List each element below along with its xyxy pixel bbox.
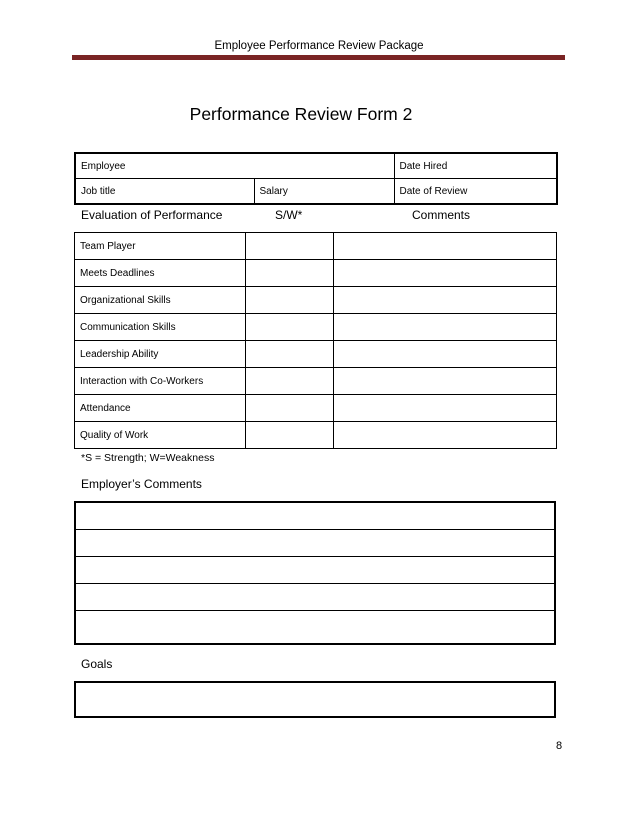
sw-cell[interactable] [246,341,334,368]
sw-cell[interactable] [246,368,334,395]
header-rule [72,55,565,60]
evaluation-row [75,341,557,368]
comment-line [75,557,555,584]
comment-line [75,530,555,557]
criterion-label: Meets Deadlines [75,260,246,287]
evaluation-row [75,287,557,314]
goals-box[interactable] [74,681,556,718]
sw-cell[interactable] [246,287,334,314]
sw-cell[interactable] [246,260,334,287]
criterion-label: Interaction with Co-Workers [75,368,246,395]
evaluation-row [75,422,557,449]
criterion-label: Organizational Skills [75,287,246,314]
info-row-1 [75,153,557,179]
comments-heading: Comments [412,208,471,222]
info-row-2 [75,179,557,205]
employer-comments-label: Employer’s Comments [81,477,202,491]
comment-line [75,502,555,530]
criterion-label: Communication Skills [75,314,246,341]
comments-cell[interactable] [334,314,557,341]
comments-cell[interactable] [334,260,557,287]
sw-cell[interactable] [246,422,334,449]
sw-footnote: *S = Strength; W=Weakness [81,452,215,464]
evaluation-row [75,395,557,422]
comments-cell[interactable] [334,395,557,422]
employer-comments-table [74,501,556,645]
criterion-label: Leadership Ability [75,341,246,368]
comment-line-cell[interactable] [75,557,555,584]
comment-line-cell[interactable] [75,530,555,557]
comment-line-cell[interactable] [75,584,555,611]
criterion-label: Quality of Work [75,422,246,449]
sw-cell[interactable] [246,233,334,260]
goals-label: Goals [81,657,113,671]
sw-cell[interactable] [246,314,334,341]
form-title: Performance Review Form 2 [189,104,413,124]
comments-cell[interactable] [334,422,557,449]
employee-info-table [74,152,558,205]
comment-line [75,611,555,645]
page-number: 8 [556,740,563,752]
criterion-label: Attendance [75,395,246,422]
criterion-label: Team Player [75,233,246,260]
evaluation-table [74,232,557,449]
comment-line [75,584,555,611]
job-title-field[interactable]: Job title [75,179,254,205]
salary-field[interactable]: Salary [254,179,394,205]
comment-line-cell[interactable] [75,611,555,645]
evaluation-row [75,368,557,395]
evaluation-heading: Evaluation of Performance [81,208,223,222]
comments-cell[interactable] [334,287,557,314]
evaluation-row [75,260,557,287]
date-hired-field[interactable]: Date Hired [394,153,557,179]
comments-cell[interactable] [334,341,557,368]
evaluation-row [75,314,557,341]
comment-line-cell[interactable] [75,502,555,530]
sw-heading: S/W* [275,208,303,222]
evaluation-row [75,233,557,260]
comments-cell[interactable] [334,368,557,395]
sw-cell[interactable] [246,395,334,422]
page-header-title: Employee Performance Review Package [214,40,424,52]
comments-cell[interactable] [334,233,557,260]
employee-field[interactable]: Employee [75,153,394,179]
date-of-review-field[interactable]: Date of Review [394,179,557,205]
